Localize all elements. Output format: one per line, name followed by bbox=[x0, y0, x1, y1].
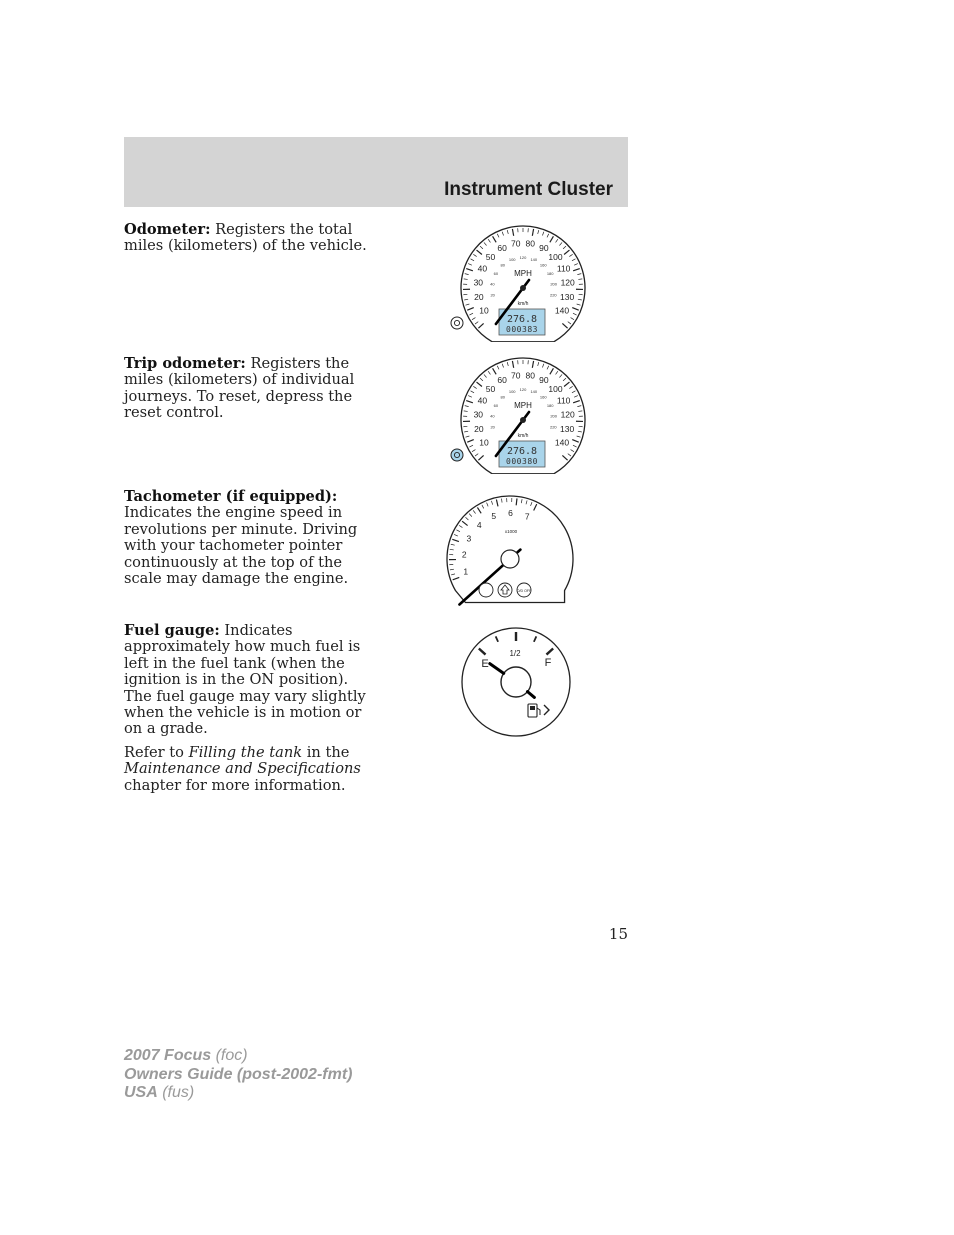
speedometer-tick bbox=[578, 279, 582, 280]
tachometer-hub bbox=[501, 550, 519, 568]
speedometer-tick bbox=[569, 254, 572, 256]
speedometer-hub bbox=[520, 417, 526, 423]
speedometer-tick bbox=[502, 232, 503, 236]
speedometer-mph-label: 30 bbox=[473, 277, 484, 288]
speedometer-tick bbox=[507, 362, 508, 366]
tachometer-label: 2 bbox=[461, 549, 467, 560]
speedometer-tick bbox=[564, 382, 569, 386]
speedometer-tick bbox=[577, 436, 581, 437]
fuel-gauge-major-tick bbox=[546, 649, 553, 655]
speedometer-kmh-label: 40 bbox=[490, 281, 495, 287]
tachometer-tick bbox=[531, 502, 532, 506]
speedometer-mph-label: 20 bbox=[474, 292, 484, 303]
speedometer-mph-label: 30 bbox=[473, 409, 484, 420]
fuel-pump-icon bbox=[528, 704, 537, 717]
refer-filling-tank: Filling the tank bbox=[188, 743, 303, 761]
speedometer-tick bbox=[465, 406, 469, 407]
speedometer-tick bbox=[467, 308, 474, 311]
speedometer-tick bbox=[472, 450, 475, 452]
refer-pre: Refer to bbox=[124, 743, 189, 761]
fuel-gauge-minor-tick bbox=[496, 636, 498, 641]
odometer-text: Registers the total miles (kilometers) of the vehicle. bbox=[124, 221, 367, 255]
speedometer-tick bbox=[472, 318, 475, 320]
speedometer-kmh-label: 200 bbox=[550, 413, 558, 419]
speedometer-tick bbox=[573, 445, 577, 447]
tachometer-section bbox=[124, 489, 380, 594]
speedometer-tick bbox=[572, 391, 575, 393]
speedometer-mph-label: 60 bbox=[497, 375, 507, 386]
speedometer-tick bbox=[563, 378, 566, 381]
tachometer-tick bbox=[452, 539, 459, 541]
fuel-half-label: 1/2 bbox=[509, 649, 521, 658]
speedometer-tick bbox=[574, 264, 578, 266]
speedometer-tick bbox=[480, 378, 483, 381]
speedometer-tick bbox=[532, 229, 533, 236]
speedometer-tick bbox=[488, 371, 490, 374]
speedometer-tick bbox=[578, 411, 582, 412]
speedometer-kmh-label: 60 bbox=[493, 403, 499, 409]
speedometer-kmh-unit-label: km/h bbox=[517, 301, 529, 307]
speedometer-kmh-label: 100 bbox=[508, 256, 516, 262]
speedometer-tick bbox=[471, 391, 474, 393]
speedometer-tick bbox=[469, 313, 473, 315]
speedometer-kmh-label: 20 bbox=[490, 424, 495, 430]
tachometer-tick bbox=[491, 501, 492, 505]
tachometer-tick bbox=[473, 510, 475, 513]
lcd-bottom-readout: 000380 bbox=[506, 457, 538, 466]
footer-line-2 bbox=[124, 1066, 352, 1085]
speedometer-tick bbox=[573, 313, 577, 315]
speedometer-tick bbox=[550, 236, 554, 242]
page-number: 15 bbox=[608, 925, 628, 943]
speedometer-unit-label: MPH bbox=[514, 401, 532, 410]
speedometer-tick bbox=[488, 239, 490, 242]
speedometer-kmh-unit-label: km/h bbox=[517, 433, 529, 439]
speedometer-tick bbox=[563, 246, 566, 249]
speedometer-tick bbox=[478, 455, 483, 460]
speedometer-mph-label: 120 bbox=[560, 277, 575, 288]
footer-line-3 bbox=[124, 1084, 352, 1103]
speedometer-mph-label: 40 bbox=[477, 395, 488, 406]
speedometer-tick bbox=[577, 274, 581, 275]
speedometer-tick bbox=[571, 450, 574, 452]
speedometer-kmh-label: 80 bbox=[500, 394, 505, 400]
tachometer-tick bbox=[453, 577, 460, 579]
tachometer-tick bbox=[456, 530, 460, 532]
speedometer-mph-label: 90 bbox=[539, 375, 549, 386]
speedometer-mph-label: 80 bbox=[525, 238, 535, 249]
speedometer-tick bbox=[538, 230, 539, 234]
footer-market-code: (fus) bbox=[157, 1084, 195, 1101]
tachometer-tick bbox=[521, 499, 522, 503]
tachometer-tick bbox=[450, 569, 454, 570]
fuel-gauge-needle bbox=[490, 664, 504, 674]
speedometer-tick bbox=[497, 234, 499, 238]
footer-doc-id bbox=[124, 1047, 352, 1103]
speedometer-mph-label: 100 bbox=[548, 383, 563, 394]
speedometer-tick bbox=[538, 362, 539, 366]
speedometer-tick bbox=[532, 361, 533, 368]
speedometer-tick bbox=[512, 229, 513, 236]
speedometer-mph-label: 110 bbox=[556, 395, 571, 406]
fuel-gauge-term: Fuel gauge: bbox=[124, 622, 220, 639]
speedometer-tick bbox=[477, 382, 482, 386]
tachometer-tick bbox=[462, 521, 467, 525]
speedometer-tick bbox=[475, 322, 478, 324]
tachometer-tick bbox=[459, 525, 462, 527]
fuel-gauge-illustration bbox=[458, 626, 574, 738]
tachometer-illustration bbox=[444, 491, 578, 609]
speedometer-tick bbox=[465, 274, 469, 275]
header-band bbox=[124, 137, 628, 207]
speedometer-mph-label: 100 bbox=[548, 251, 563, 262]
speedometer-tick bbox=[467, 440, 474, 443]
speedometer-kmh-label: 120 bbox=[519, 255, 527, 260]
speedometer-kmh-label: 220 bbox=[549, 424, 557, 430]
footer-line-1 bbox=[124, 1047, 352, 1066]
speedometer-tick bbox=[559, 242, 562, 245]
speedometer-mph-label: 110 bbox=[556, 263, 571, 274]
speedometer-mph-label: 140 bbox=[554, 437, 570, 448]
tachometer-label: 7 bbox=[524, 511, 530, 522]
speedometer-mph-label: 10 bbox=[479, 305, 489, 316]
fuel-gauge-major-tick bbox=[479, 649, 486, 655]
speedometer-tick bbox=[478, 323, 483, 328]
fuel-gauge-section bbox=[124, 623, 380, 801]
speedometer-mph-label: 50 bbox=[485, 251, 496, 262]
speedometer-mph-label: 130 bbox=[559, 424, 575, 435]
speedometer-mph-label: 140 bbox=[554, 305, 570, 316]
speedometer-tick bbox=[475, 454, 478, 456]
speedometer-kmh-label: 120 bbox=[519, 387, 527, 392]
speedometer-tick bbox=[507, 230, 508, 234]
fuel-full-label: F bbox=[544, 657, 552, 669]
speedometer-tick bbox=[471, 259, 474, 261]
fuel-door-side-arrow-icon bbox=[544, 705, 549, 715]
speedometer-tick bbox=[484, 242, 487, 245]
tachometer-tick bbox=[502, 499, 503, 503]
speedometer-tick bbox=[468, 264, 472, 266]
tachometer-tick bbox=[487, 503, 489, 507]
speedometer-tick bbox=[469, 445, 473, 447]
odometer-section bbox=[124, 222, 380, 262]
tachometer-label: 4 bbox=[476, 519, 482, 530]
footer-guide: Owners Guide (post-2002-fmt) bbox=[124, 1065, 353, 1083]
speedometer-mph-label: 40 bbox=[477, 263, 488, 274]
reset-knob-icon bbox=[451, 449, 463, 461]
speedometer-odometer-illustration bbox=[448, 224, 590, 342]
lcd-bottom-readout: 000383 bbox=[506, 325, 538, 334]
speedometer-tick bbox=[493, 236, 497, 242]
speedometer-tick bbox=[468, 396, 472, 398]
reset-knob-icon bbox=[451, 317, 463, 329]
fuel-empty-label: E bbox=[481, 658, 489, 670]
speedometer-tick bbox=[542, 364, 543, 368]
footer-market: USA bbox=[124, 1084, 158, 1101]
speedometer-kmh-label: 60 bbox=[493, 271, 499, 277]
speedometer-trip-illustration bbox=[448, 356, 590, 474]
tachometer-tick bbox=[451, 544, 455, 545]
speedometer-kmh-label: 20 bbox=[490, 292, 495, 298]
speedometer-tick bbox=[480, 246, 483, 249]
trip-odometer-text: Registers the miles (kilometers) of individual journeys. To reset, depress the reset control. bbox=[124, 355, 355, 422]
speedometer-tick bbox=[562, 323, 567, 328]
speedometer-tick bbox=[574, 396, 578, 398]
trip-odometer-section bbox=[124, 356, 380, 429]
speedometer-tick bbox=[577, 406, 581, 407]
speedometer-tick bbox=[466, 269, 473, 271]
speedometer-kmh-label: 180 bbox=[546, 271, 554, 277]
tachometer-tick bbox=[526, 500, 527, 504]
speedometer-tick bbox=[578, 299, 582, 300]
fuel-pump-window bbox=[530, 706, 535, 710]
speedometer-tick bbox=[556, 371, 558, 374]
speedometer-tick bbox=[464, 299, 468, 300]
speedometer-tick bbox=[572, 259, 575, 261]
speedometer-mph-label: 10 bbox=[479, 437, 489, 448]
tachometer-tick bbox=[450, 549, 454, 550]
speedometer-tick bbox=[577, 304, 581, 305]
speedometer-tick bbox=[562, 455, 567, 460]
speedometer-tick bbox=[572, 440, 579, 443]
tachometer-tick bbox=[534, 504, 537, 510]
speedometer-tick bbox=[547, 366, 549, 370]
speedometer-tick bbox=[512, 361, 513, 368]
page-title: Instrument Cluster bbox=[444, 179, 613, 200]
refer-maintenance-chapter: Maintenance and Specifications bbox=[124, 760, 361, 778]
speedometer-mph-label: 90 bbox=[539, 243, 549, 254]
speedometer-tick bbox=[569, 386, 572, 388]
speedometer-tick bbox=[477, 250, 482, 254]
speedometer-tick bbox=[550, 368, 554, 374]
tachometer-label: 1 bbox=[463, 566, 469, 577]
speedometer-kmh-label: 160 bbox=[539, 262, 547, 268]
speedometer-tick bbox=[568, 454, 571, 456]
speedometer-mph-label: 130 bbox=[559, 292, 575, 303]
fuel-gauge-minor-tick bbox=[534, 636, 536, 641]
lcd-top-readout: 276.8 bbox=[506, 314, 538, 325]
speedometer-tick bbox=[493, 368, 497, 374]
speedometer-tick bbox=[464, 431, 468, 432]
speedometer-tick bbox=[573, 401, 580, 403]
tachometer-tick bbox=[454, 534, 458, 536]
footer-model: 2007 Focus bbox=[124, 1047, 212, 1064]
trip-odometer-term: Trip odometer: bbox=[124, 355, 246, 372]
speedometer-tick bbox=[473, 386, 476, 388]
overdrive-off-label: O/D OFF bbox=[516, 589, 532, 593]
speedometer-tick bbox=[571, 318, 574, 320]
refer-post: chapter for more information. bbox=[124, 776, 346, 794]
speedometer-tick bbox=[473, 254, 476, 256]
speedometer-kmh-label: 40 bbox=[490, 413, 495, 419]
fuel-gauge-text: Indicates approximately how much fuel is left in the fuel tank (when the ignition is in the ON position). The fuel gauge may vary slightly when the vehicle is in motion or on a grade. bbox=[124, 622, 366, 738]
speedometer-tick bbox=[464, 279, 468, 280]
speedometer-mph-label: 80 bbox=[525, 370, 535, 381]
speedometer-tick bbox=[578, 431, 582, 432]
tachometer-label: 5 bbox=[491, 510, 497, 521]
speedometer-tick bbox=[484, 374, 487, 377]
tachometer-tick bbox=[516, 498, 517, 505]
tachometer-tick bbox=[477, 507, 481, 513]
speedometer-tick bbox=[542, 232, 543, 236]
speedometer-kmh-label: 80 bbox=[500, 262, 505, 268]
speedometer-tick bbox=[497, 366, 499, 370]
tachometer-text: Indicates the engine speed in revolutions per minute. Driving with your tachometer pointer continuously at the top of the scale may damage the engine. bbox=[124, 504, 358, 588]
charging-warning-icon bbox=[479, 583, 493, 597]
speedometer-tick bbox=[568, 322, 571, 324]
speedometer-mph-label: 60 bbox=[497, 243, 507, 254]
speedometer-mph-label: 50 bbox=[485, 383, 496, 394]
refer-mid: in the bbox=[302, 743, 350, 761]
tachometer-label: 6 bbox=[508, 508, 513, 519]
tachometer-tick bbox=[451, 574, 455, 575]
tachometer-tick bbox=[496, 500, 498, 507]
speedometer-tick bbox=[466, 401, 473, 403]
tachometer-multiplier: x1000 bbox=[504, 529, 518, 534]
speedometer-mph-label: 70 bbox=[511, 238, 521, 249]
speedometer-tick bbox=[573, 269, 580, 271]
speedometer-kmh-label: 140 bbox=[530, 388, 538, 394]
speedometer-kmh-label: 140 bbox=[530, 256, 538, 262]
speedometer-tick bbox=[547, 234, 549, 238]
speedometer-kmh-label: 200 bbox=[550, 281, 558, 287]
speedometer-tick bbox=[559, 374, 562, 377]
speedometer-tick bbox=[464, 411, 468, 412]
speedometer-tick bbox=[572, 308, 579, 311]
fuel-gauge-needle-tail bbox=[527, 692, 534, 698]
speedometer-kmh-label: 180 bbox=[546, 403, 554, 409]
speedometer-tick bbox=[564, 250, 569, 254]
speedometer-tick bbox=[466, 436, 470, 437]
lcd-top-readout: 276.8 bbox=[506, 446, 538, 457]
speedometer-kmh-label: 160 bbox=[539, 394, 547, 400]
speedometer-tick bbox=[466, 304, 470, 305]
speedometer-kmh-label: 220 bbox=[549, 292, 557, 298]
speedometer-tick bbox=[502, 364, 503, 368]
tachometer-tick bbox=[482, 505, 484, 509]
tachometer-tick bbox=[465, 517, 468, 520]
odometer-term: Odometer: bbox=[124, 221, 211, 238]
speedometer-mph-label: 70 bbox=[511, 370, 521, 381]
tachometer-term: Tachometer (if equipped): bbox=[124, 488, 338, 505]
speedometer-kmh-label: 100 bbox=[508, 388, 516, 394]
speedometer-unit-label: MPH bbox=[514, 269, 532, 278]
speedometer-mph-label: 120 bbox=[560, 409, 575, 420]
speedometer-mph-label: 20 bbox=[474, 424, 484, 435]
tachometer-label: 3 bbox=[466, 533, 472, 544]
tachometer-tick bbox=[469, 514, 472, 517]
footer-model-code: (foc) bbox=[211, 1047, 248, 1064]
fuel-refer-paragraph bbox=[124, 745, 380, 794]
speedometer-tick bbox=[556, 239, 558, 242]
speedometer-hub bbox=[520, 285, 526, 291]
